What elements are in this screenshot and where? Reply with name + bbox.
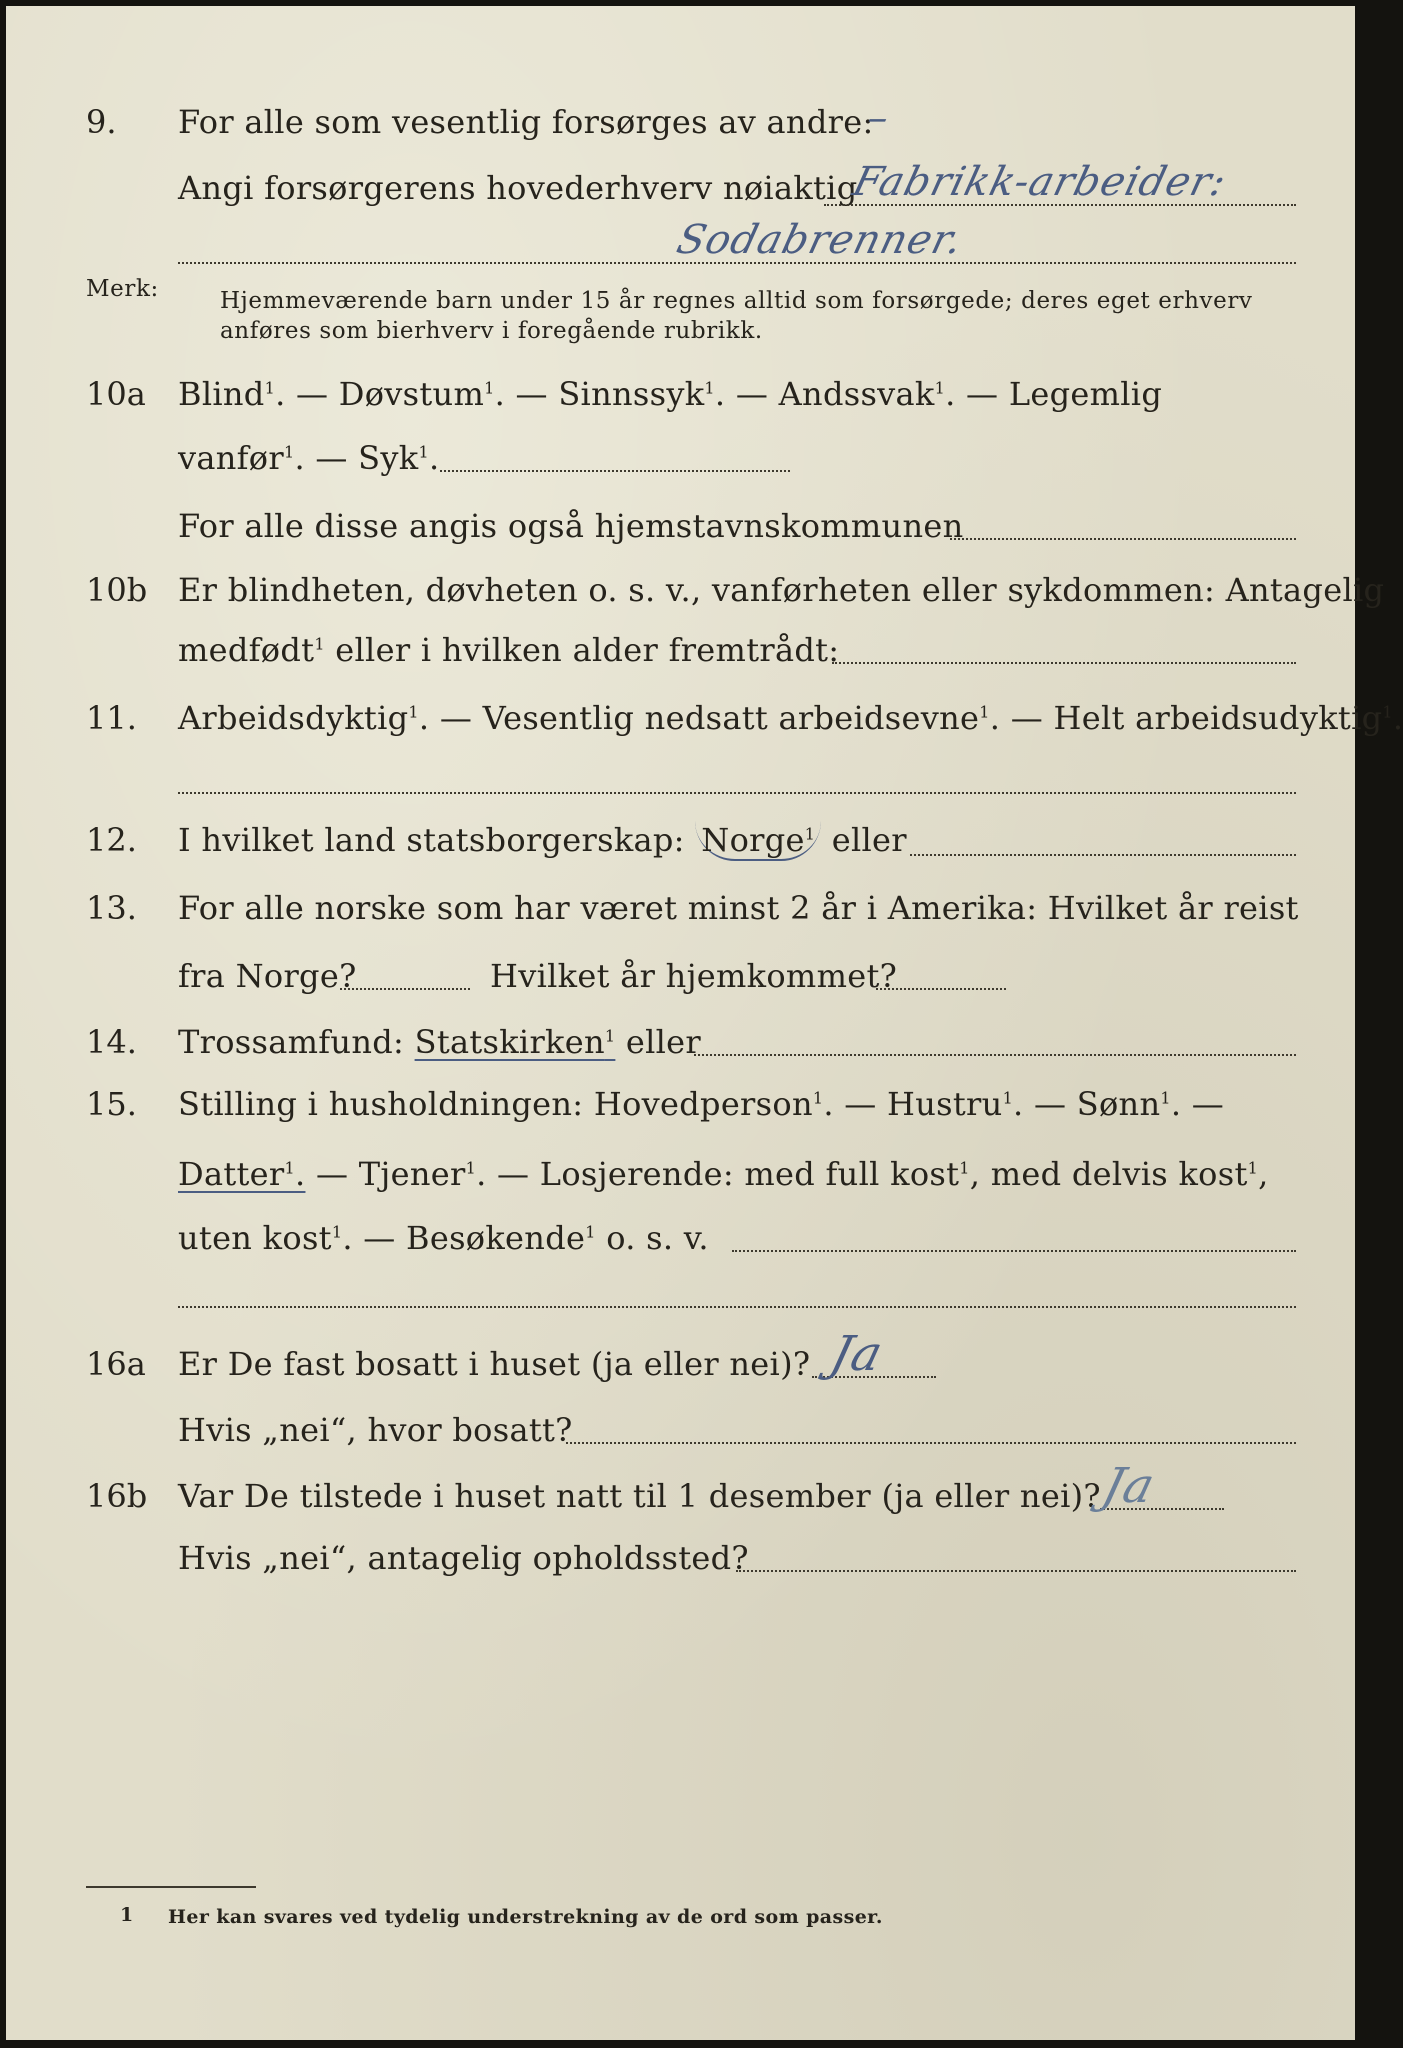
q9-line1: For alle som vesentlig forsørges av andre: xyxy=(178,103,874,141)
q10a-line1: Blind$^1$. — Døvstum$^1$. — Sinnssyk$^1$. — Andssvak$^1$. — Legemlig xyxy=(178,375,1163,413)
q13-line1: For alle norske som har været minst 2 år i Amerika: Hvilket år reist xyxy=(178,889,1299,927)
census-form-page xyxy=(6,6,1403,2040)
q10a-hjemstavn-line xyxy=(950,538,1296,540)
q16a-answer-handwritten: Ja xyxy=(825,1326,889,1382)
q15-line2 xyxy=(178,1154,1269,1194)
q16b-line1: Var De tilstede i huset natt til 1 desember (ja eller nei)? xyxy=(178,1477,1101,1515)
q13-number: 13. xyxy=(86,889,137,927)
q9-answer-handwritten-1: Fabrikk-arbeider: xyxy=(848,159,1232,205)
q15-line1: Stilling i husholdningen: Hovedperson$^1$. — Hustru$^1$. — Sønn$^1$. — xyxy=(178,1085,1225,1123)
q12-number: 12. xyxy=(86,821,137,859)
q16a-bosatt-line xyxy=(566,1442,1296,1444)
q13-line2a: fra Norge? xyxy=(178,957,357,995)
q10a-answer-line xyxy=(440,470,790,472)
q10b-line1: Er blindheten, døvheten o. s. v., vanførheten eller sykdommen: Antagelig xyxy=(178,571,1385,609)
q13-reist-line xyxy=(340,988,470,990)
q14-number: 14. xyxy=(86,1023,137,1061)
q12-answer-line xyxy=(910,854,1296,856)
q12-text xyxy=(178,820,907,860)
q10a-line3: For alle disse angis også hjemstavnskommunen xyxy=(178,507,964,545)
q10b-answer-line xyxy=(832,662,1296,664)
q16a-line1: Er De fast bosatt i huset (ja eller nei)? xyxy=(178,1345,811,1383)
q11-line1: Arbeidsdyktig$^1$. — Vesentlig nedsatt arbeidsevne$^1$. — Helt arbeidsudyktig$^1$. xyxy=(178,699,1403,737)
q16b-line2: Hvis „nei“, antagelig opholdssted? xyxy=(178,1539,749,1577)
q15-number: 15. xyxy=(86,1085,137,1123)
footnote-text: Her kan svares ved tydelig understrekning av de ord som passer. xyxy=(168,1906,883,1928)
merk-line1: Hjemmeværende barn under 15 år regnes alltid som forsørgede; deres eget erhverv xyxy=(220,288,1253,314)
footnote-rule xyxy=(86,1886,256,1888)
q10b-line2: medfødt$^1$ eller i hvilken alder fremtrådt: xyxy=(178,631,840,669)
q11-number: 11. xyxy=(86,699,137,737)
q12-norge-underlined: Norge$^1$ xyxy=(695,821,821,861)
q9-number: 9. xyxy=(86,103,117,141)
q15-answer-line2 xyxy=(178,1306,1296,1308)
q14-answer-line xyxy=(694,1054,1296,1056)
q16b-answer-handwritten: Ja xyxy=(1097,1458,1161,1514)
q15-answer-line1 xyxy=(732,1250,1296,1252)
q13-line2b: Hvilket år hjemkommet? xyxy=(490,957,898,995)
q16b-opholdssted-line xyxy=(736,1570,1296,1572)
q14-prefix: Trossamfund: xyxy=(178,1023,405,1061)
q9-answer-dash: – xyxy=(862,95,895,141)
q12-suffix: eller xyxy=(831,821,907,859)
q14-suffix: eller xyxy=(625,1023,702,1061)
q14-text xyxy=(178,1022,701,1062)
q16b-number: 16b xyxy=(86,1477,148,1515)
q13-hjemkommet-line xyxy=(876,988,1006,990)
q15-line2-rest: — Tjener$^1$. — Losjerende: med full kost$^1$, med delvis kost$^1$, xyxy=(315,1155,1269,1193)
q15-datter-underlined: Datter$^1$. xyxy=(178,1155,306,1193)
q10a-number: 10a xyxy=(86,375,146,413)
q11-answer-line xyxy=(178,792,1296,794)
merk-label: Merk: xyxy=(86,276,159,302)
q9-line2: Angi forsørgerens hovederhverv nøiaktig xyxy=(178,169,858,207)
q16a-line2: Hvis „nei“, hvor bosatt? xyxy=(178,1411,573,1449)
q16a-number: 16a xyxy=(86,1345,146,1383)
q12-prefix: I hvilket land statsborgerskap: xyxy=(178,821,685,859)
q14-statskirken-underlined: Statskirken$^1$ xyxy=(414,1023,616,1061)
q10a-line2: vanfør$^1$. — Syk$^1$. xyxy=(178,439,440,477)
q9-answer-handwritten-2: Sodabrenner. xyxy=(672,217,968,263)
merk-line2: anføres som bierhverv i foregående rubrikk. xyxy=(220,318,763,344)
footnote-mark: 1 xyxy=(120,1904,134,1926)
q10b-number: 10b xyxy=(86,571,148,609)
q15-line3: uten kost$^1$. — Besøkende$^1$ o. s. v. xyxy=(178,1219,709,1257)
